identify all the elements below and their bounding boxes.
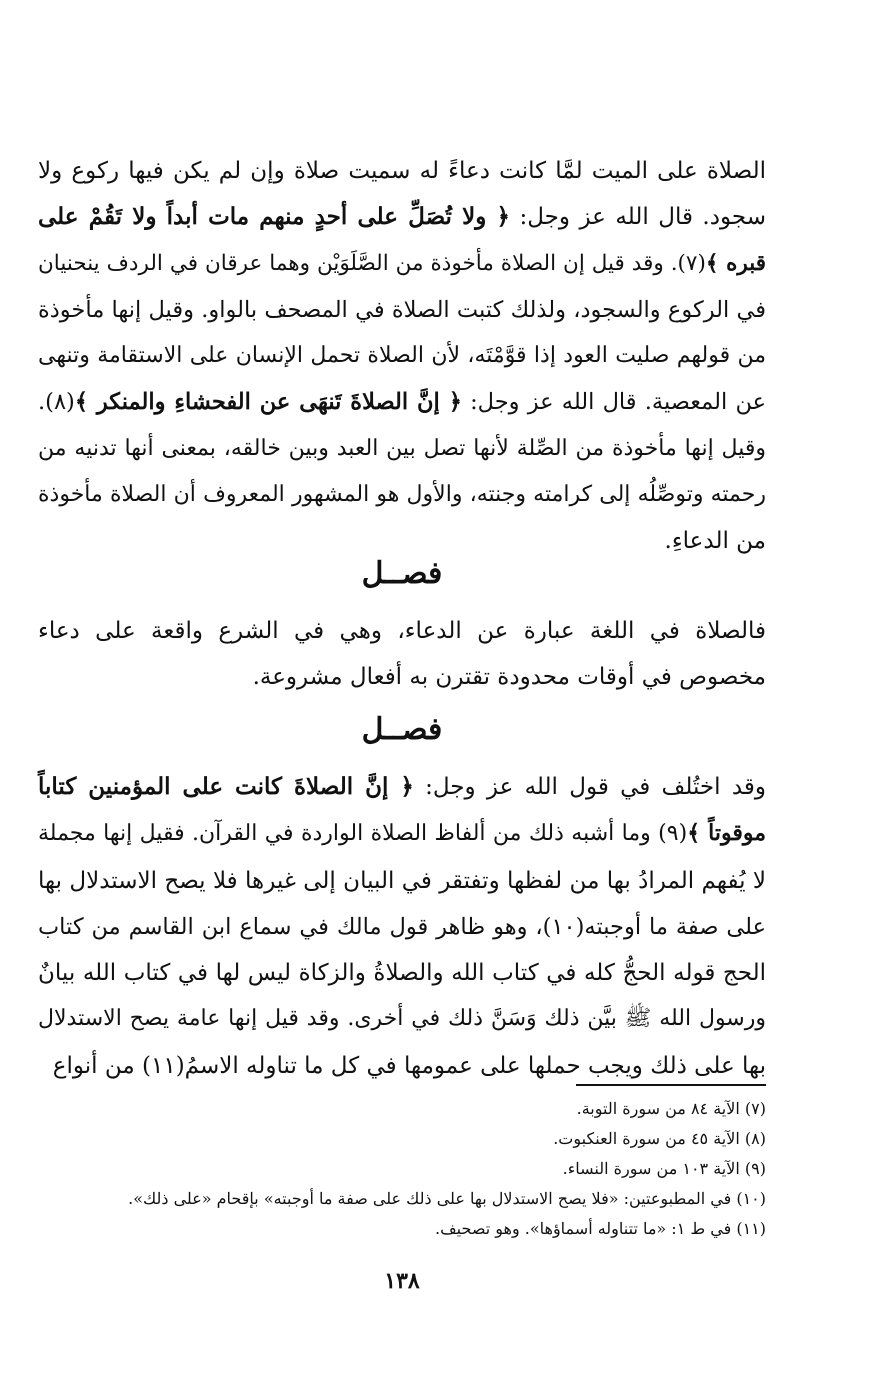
quran-verse-segment: ﴿ إنَّ الصلاةَ كانت على المؤمنين كتاباً xyxy=(38,773,414,800)
page-number: ١٣٨ xyxy=(384,1268,420,1294)
text-line xyxy=(38,654,766,700)
text-segment: من الدعاءِ. xyxy=(664,528,766,555)
text-line xyxy=(38,904,766,950)
text-segment: مخصوص في أوقات محدودة تقترن به أفعال مشروعة. xyxy=(252,664,766,691)
text-line xyxy=(38,764,766,810)
text-segment: رحمته وتوصِّلُه إلى كرامته وجنته، والأول هو المشهور المعروف أن الصلاة مأخوذة xyxy=(38,482,766,508)
text-segment: (٩) وما أشبه ذلك من ألفاظ الصلاة الواردة في القرآن. فقيل إنها مجملة xyxy=(38,821,688,847)
section-heading-2: فصــل xyxy=(361,712,443,747)
footnote-8: (٨) الآية ٤٥ من سورة العنكبوت. xyxy=(553,1129,766,1148)
quran-verse-segment: قبره ﴾ xyxy=(705,250,766,276)
text-line xyxy=(38,241,766,287)
text-segment: سجود. قال الله عز وجل: xyxy=(510,204,766,231)
text-line xyxy=(38,858,766,904)
text-line xyxy=(38,379,766,425)
text-segment: وقيل إنها مأخوذة من الصِّلة لأنها تصل بين العبد وبين خالقه، بمعنى أنها تدنيه من xyxy=(38,435,766,461)
text-segment: لا يُفهم المرادُ بها من لفظها وتفتقر في البيان إلى غيرها فلا يصح الاستدلال بها xyxy=(38,867,766,894)
paragraph-3 xyxy=(38,764,766,1089)
text-line xyxy=(38,426,766,472)
text-line xyxy=(38,810,766,857)
text-segment: في الركوع والسجود، ولذلك كتبت الصلاة في المصحف بالواو. وقيل إنها مأخوذة xyxy=(38,296,766,323)
footnote-separator xyxy=(576,1084,766,1086)
text-line xyxy=(38,608,766,654)
text-segment: عن المعصية. قال الله عز وجل: xyxy=(461,389,766,416)
text-line xyxy=(38,996,766,1042)
text-segment: من قولهم صليت العود إذا قوَّمْتَه، لأن الصلاة تحمل الإنسان على الاستقامة وتنهى xyxy=(38,343,766,369)
text-line xyxy=(38,950,766,996)
text-segment: وقد اختُلف في قول الله عز وجل: xyxy=(413,774,766,800)
text-line xyxy=(38,333,766,379)
text-line xyxy=(38,472,766,518)
text-line xyxy=(38,148,766,194)
text-segment: (٨). xyxy=(38,389,75,416)
quran-verse-segment: موقوتاً ﴾ xyxy=(687,820,766,847)
text-line xyxy=(38,194,766,240)
text-line xyxy=(38,287,766,333)
paragraph-2 xyxy=(38,608,766,701)
section-heading-1: فصــل xyxy=(361,556,443,591)
text-line xyxy=(38,1043,766,1089)
text-segment: الصلاة على الميت لمَّا كانت دعاءً له سميت صلاة وإن لم يكن فيها ركوع ولا xyxy=(38,158,766,184)
text-segment: (٧). وقد قيل إن الصلاة مأخوذة من الصَّلَوَيْن وهما عرقان في الردف ينحنيان xyxy=(38,250,706,276)
footnote-9: (٩) الآية ١٠٣ من سورة النساء. xyxy=(562,1159,766,1178)
footnote-11: (١١) في ط ١: «ما تتناوله أسماؤها». وهو تصحيف. xyxy=(435,1219,766,1238)
text-segment: الحج قوله الحجُّ كله في كتاب الله والصلاةُ والزكاة ليس لها في كتاب الله بيانٌ xyxy=(38,960,766,987)
quran-verse-segment: ﴿ ولا تُصَلِّ على أحدٍ منهم مات أبداً ولا تَقُمْ على xyxy=(38,203,511,231)
text-segment: فالصلاة في اللغة عبارة عن الدعاء، وهي في الشرع واقعة على دعاء xyxy=(38,618,766,644)
paragraph-1 xyxy=(38,148,766,565)
text-segment: ورسول الله ﷺ بيَّن ذلك وَسَنَّ ذلك في أخرى. وقد قيل إنها عامة يصح الاستدلال xyxy=(38,1006,766,1032)
footnote-10: (١٠) في المطبوعتين: «فلا يصح الاستدلال بها على ذلك على صفة ما أوجبته» بإقحام «على ذلك». xyxy=(128,1189,766,1208)
text-segment: على صفة ما أوجبته(١٠)، وهو ظاهر قول مالك في سماع ابن القاسم من كتاب xyxy=(38,913,766,940)
quran-verse-segment: ﴿ إنَّ الصلاةَ تَنهَى عن الفحشاءِ والمنكر ﴾ xyxy=(74,389,462,416)
book-page xyxy=(38,0,766,1393)
footnote-7: (٧) الآية ٨٤ من سورة التوبة. xyxy=(576,1099,766,1118)
text-segment: بها على ذلك ويجب حملها على عمومها في كل ما تناوله الاسمُ(١١) من أنواع xyxy=(52,1052,766,1079)
footnotes xyxy=(38,1094,766,1244)
